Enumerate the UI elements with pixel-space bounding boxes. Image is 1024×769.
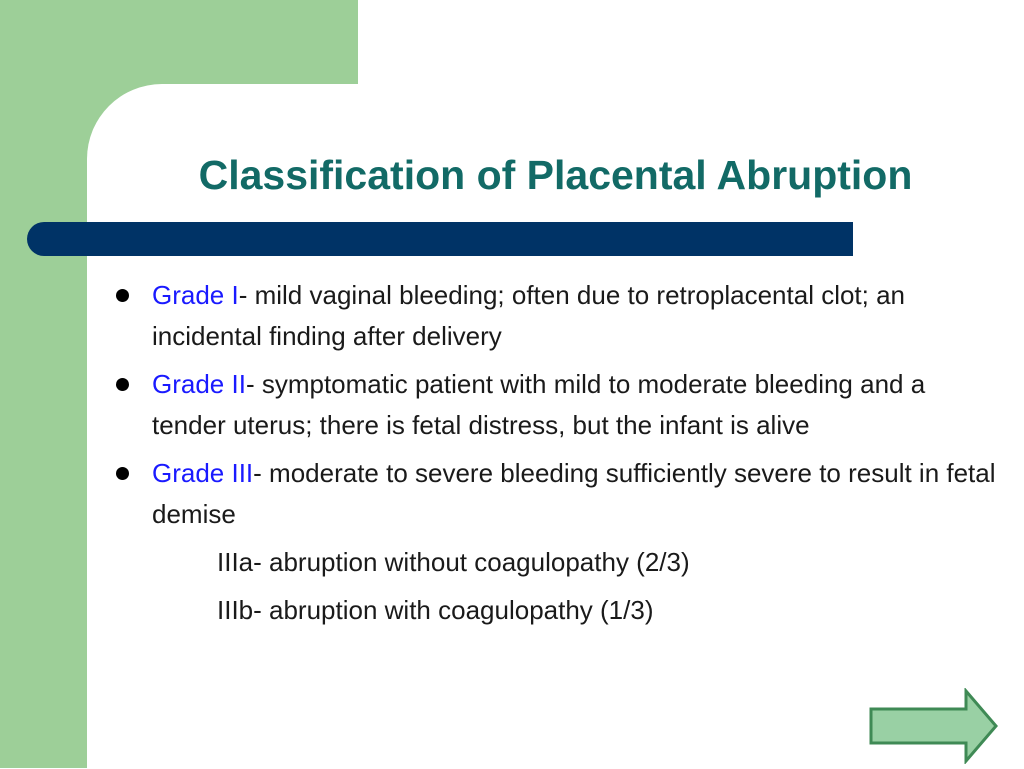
bullet-dot: [116, 467, 129, 480]
grade-description: - moderate to severe bleeding sufficiently severe to result in fetal demise: [152, 458, 996, 529]
right-arrow-icon: [866, 688, 1001, 764]
bullet-item-grade-3: [114, 453, 1004, 535]
slide-title: Classification of Placental Abruption: [198, 152, 913, 198]
grade-label: Grade III: [152, 458, 254, 488]
sub-item-iiib: IIIb- abruption with coagulopathy (1/3): [217, 595, 654, 625]
bullet-item-grade-2: [114, 364, 1004, 446]
bullet-item-grade-1: [114, 275, 1004, 357]
grade-description: - mild vaginal bleeding; often due to retroplacental clot; an incidental finding after delivery: [152, 280, 906, 351]
bullet-dot: [116, 378, 129, 391]
next-slide-button[interactable]: [866, 688, 1001, 769]
sub-item-iiia: IIIa- abruption without coagulopathy (2/3): [217, 547, 690, 577]
slide-content: [114, 275, 1004, 638]
grade-description: - symptomatic patient with mild to moderate bleeding and a tender uterus; there is fetal distress, but the infant is alive: [152, 369, 926, 440]
grade-label: Grade II: [152, 369, 246, 399]
title-underline-bar: [27, 222, 853, 256]
grade-label: Grade I: [152, 280, 239, 310]
bullet-dot: [116, 289, 129, 302]
